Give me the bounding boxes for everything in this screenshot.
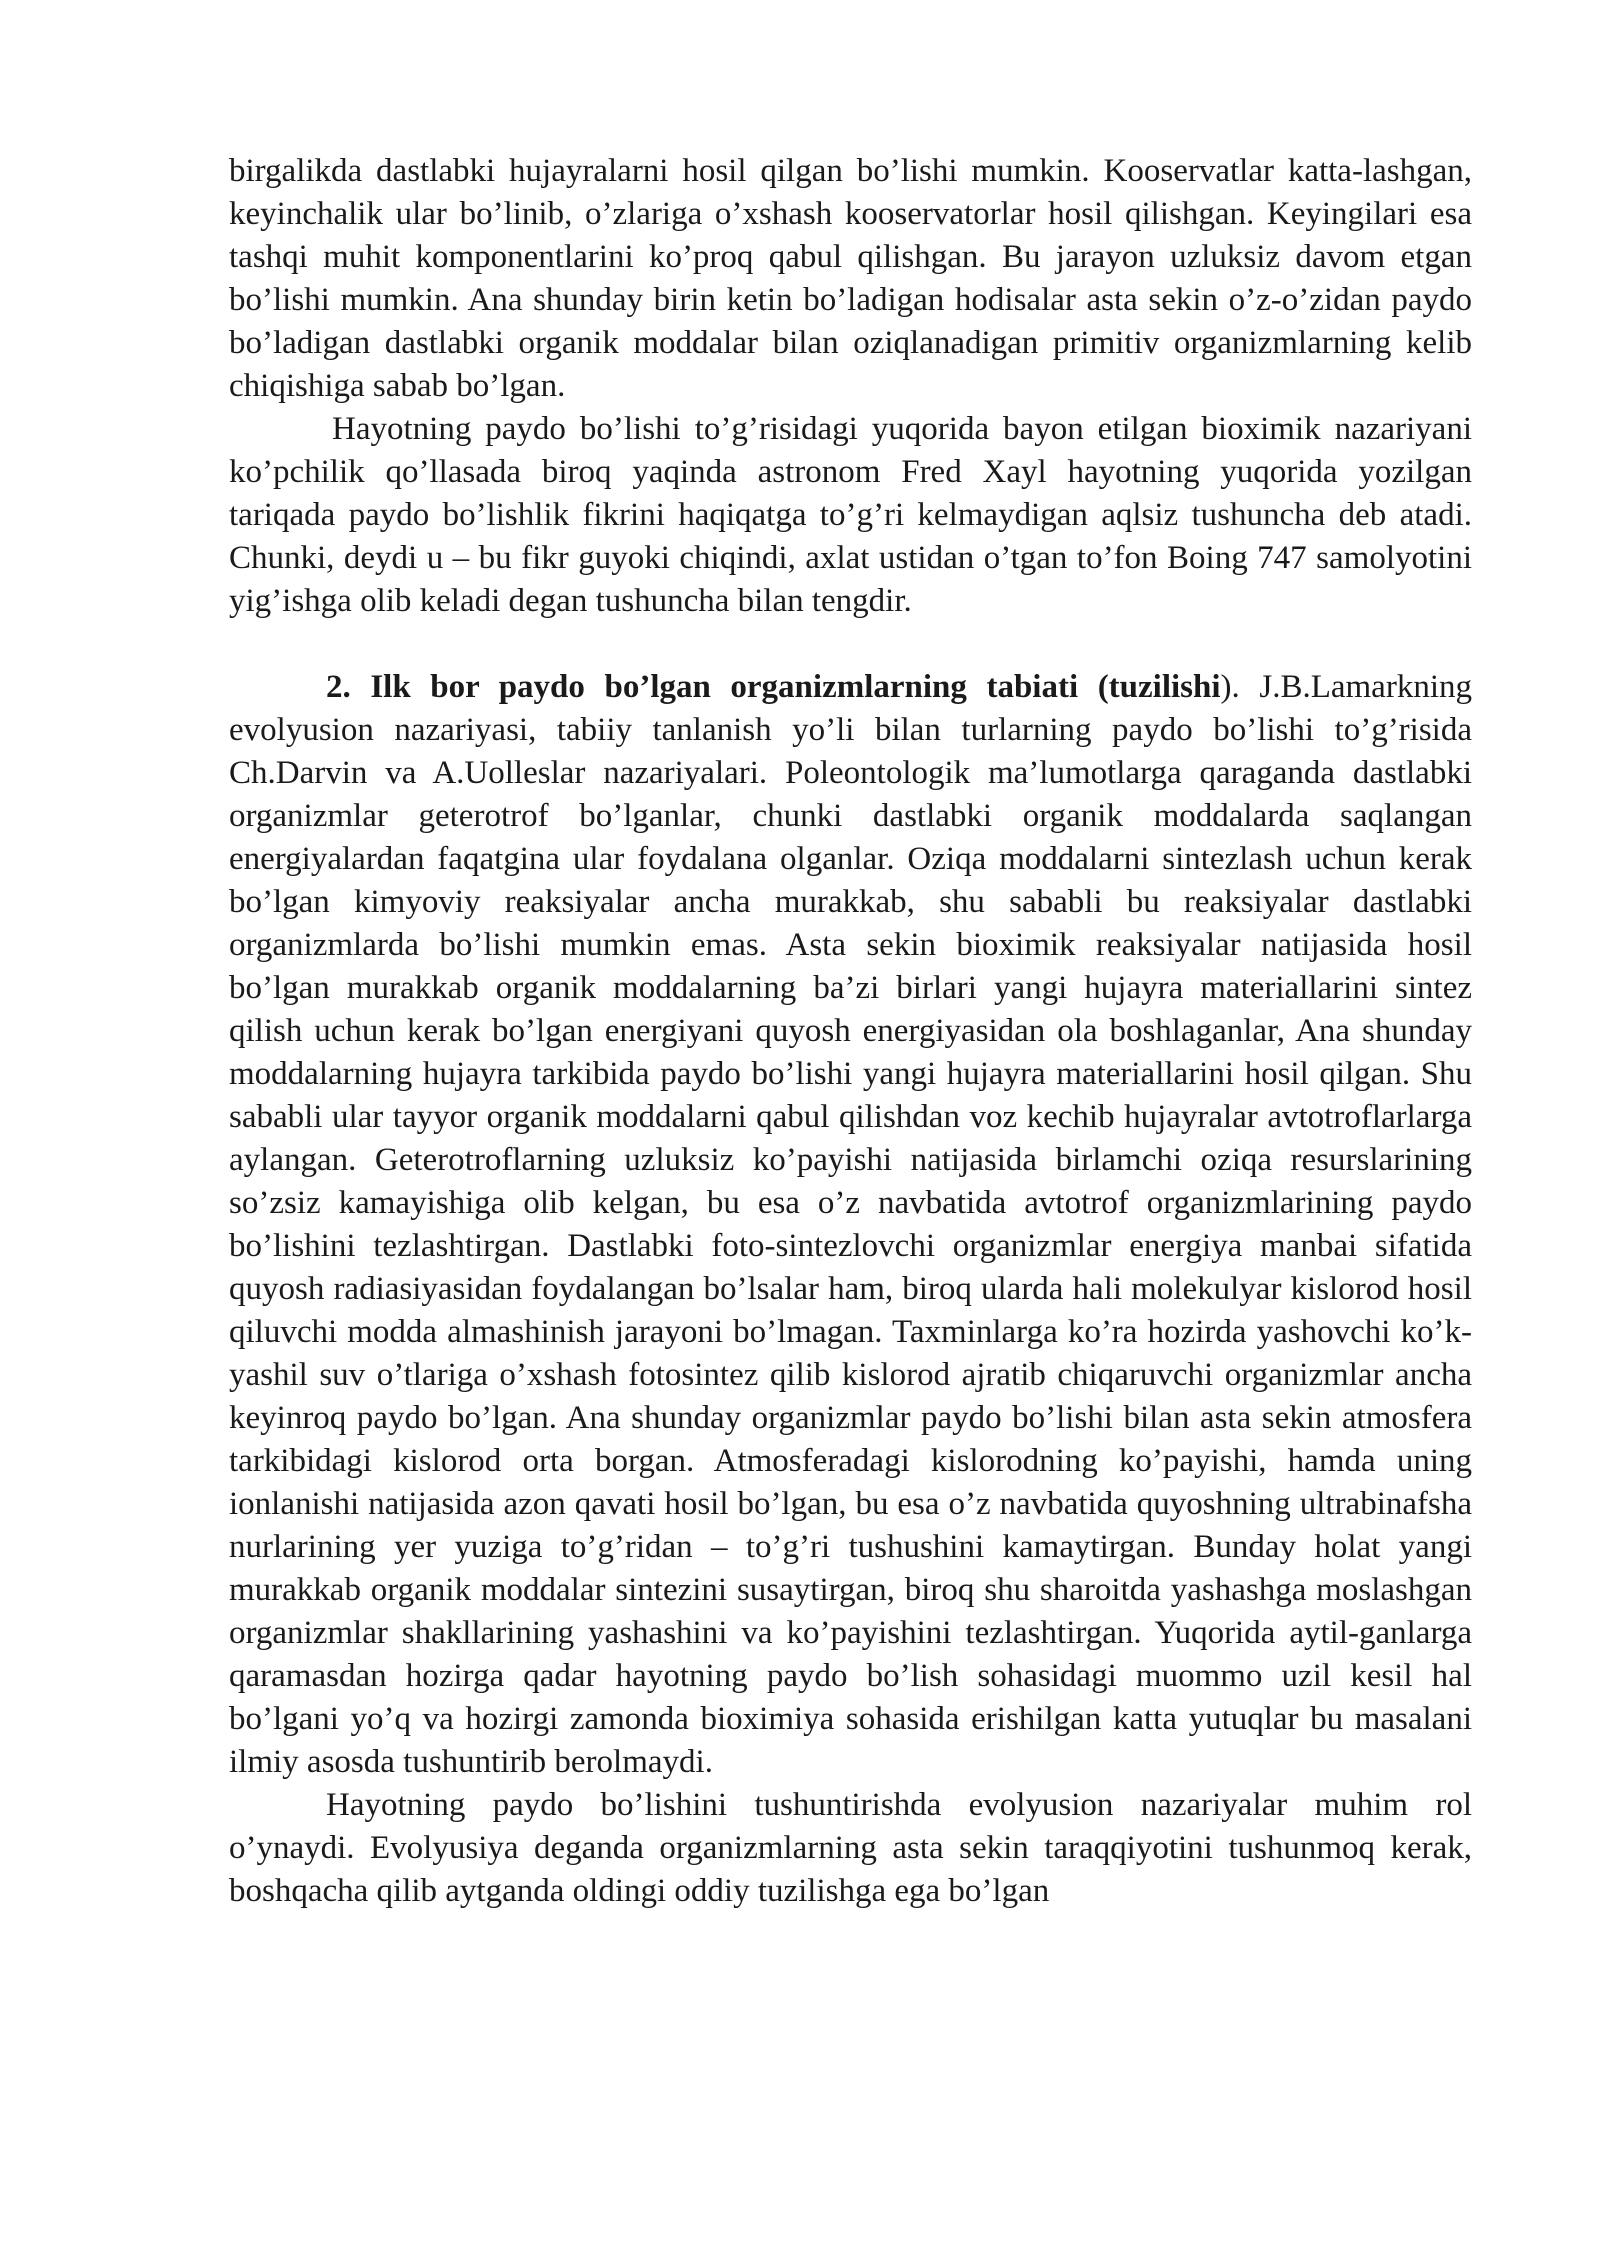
paragraph-coacervates: birgalikda dastlabki hujayralarni hosil qilgan bo’lishi mumkin. Kooservatlar katta-lashgan, keyinchalik ular bo’linib, o’zlariga o’xshash kooservatorlar hosil qilishgan. Keyingilari esa tashqi muhit komponentlarini ko’proq qabul qilishgan. Bu jarayon uzluksiz davom etgan bo’lishi mumkin. Ana shunday birin ketin bo’ladigan hodisalar asta sekin o’z-o’zidan paydo bo’ladigan dastlabki organik moddalar bilan oziqlanadigan primitiv organizmlarning kelib chiqishiga sabab bo’lgan. [229, 153, 1472, 404]
section-2 [229, 666, 1472, 1784]
section-body: J.B.Lamarkning evolyusion nazariyasi, tabiiy tanlanish yo’li bilan turlarning paydo bo’lishi to’g’risida Ch.Darvin va A.Uolleslar nazariyalari. Poleontologik ma’lumotlarga qaraganda dastlabki organizmlar geterotrof bo’lganlar, chunki dastlabki organik moddalarda saqlangan energiyalardan faqatgina ular foydalana olganlar. Oziqa moddalarni sintezlash uchun kerak bo’lgan kimyoviy reaksiyalar ancha murakkab, shu sababli bu reaksiyalar dastlabki organizmlarda bo’lishi mumkin emas. Asta sekin bioximik reaksiyalar natijasida hosil bo’lgan murakkab organik moddalarning ba’zi birlari yangi hujayra materiallarini sintez qilish uchun kerak bo’lgan energiyani quyosh energiyasidan ola boshlaganlar, Ana shunday moddalarning hujayra tarkibida paydo bo’lishi yangi hujayra materiallarini hosil qilgan. Shu sababli ular tayyor organik moddalarni qabul qilishdan voz kechib hujayralar avtotroflarlarga aylangan. Geterotroflarning uzluksiz ko’payishi natijasida birlamchi oziqa resurslarining so’zsiz kamayishiga olib kelgan, bu esa o’z navbatida avtotrof organizmlarining paydo bo’lishini tezlashtirgan. Dastlabki foto-sintezlovchi organizmlar energiya manbai sifatida quyosh radiasiyasidan foydalangan bo’lsalar ham, biroq ularda hali molekulyar kislorod hosil qiluvchi modda almashinish jarayoni bo’lmagan. Taxminlarga ko’ra hozirda yashovchi ko’k-yashil suv o’tlariga o’xshash fotosintez qilib kislorod ajratib chiqaruvchi organizmlar ancha keyinroq paydo bo’lgan. Ana shunday organizmlar paydo bo’lishi bilan asta sekin atmosfera tarkibidagi kislorod orta borgan. Atmosferadagi kislorodning ko’payishi, hamda uning ionlanishi natijasida azon qavati hosil bo’lgan, bu esa o’z navbatida quyoshning ultrabinafsha nurlarining yer yuziga to’g’ridan – to’g’ri tushushini kamaytirgan. Bunday holat yangi murakkab organik moddalar sintezini susaytirgan, biroq shu sharoitda yashashga moslashgan organizmlar shakllarining yashashini va ko’payishini tezlashtirgan. Yuqorida aytil-ganlarga qaramasdan hozirga qadar hayotning paydo bo’lish sohasidagi muommo uzil kesil hal bo’lgani yo’q va hozirgi zamonda bioximiya sohasida erishilgan katta yutuqlar bu masalani ilmiy asosda tushuntirib berolmaydi. [229, 669, 1472, 1780]
paragraph-evolution-theories: Hayotning paydo bo’lishini tushuntirishda evolyusion nazariyalar muhim rol o’ynaydi. Evolyusiya deganda organizmlarning asta sekin taraqqiyotini tushunmoq kerak, boshqacha qilib aytganda oldingi oddiy tuzilishga ega bo’lgan [229, 1787, 1472, 1909]
section-heading: 2. Ilk bor paydo bo’lgan organizmlarning tabiati (tuzilishi [326, 669, 1221, 705]
paragraph-spacer [229, 623, 1472, 666]
document-page [229, 150, 1472, 1913]
section-heading-tail: ). [1220, 669, 1240, 705]
paragraph-hoyle-critique: Hayotning paydo bo’lishi to’g’risidagi yuqorida bayon etilgan bioximik nazariyani ko’pchilik qo’llasada biroq yaqinda astronom Fred Xayl hayotning yuqorida yozilgan tariqada paydo bo’lishlik fikrini haqiqatga to’g’ri kelmaydigan aqlsiz tushuncha deb atadi. Chunki, deydi u – bu fikr guyoki chiqindi, axlat ustidan o’tgan to’fon Boing 747 samolyotini yig’ishga olib keladi degan tushuncha bilan tengdir. [229, 411, 1472, 619]
